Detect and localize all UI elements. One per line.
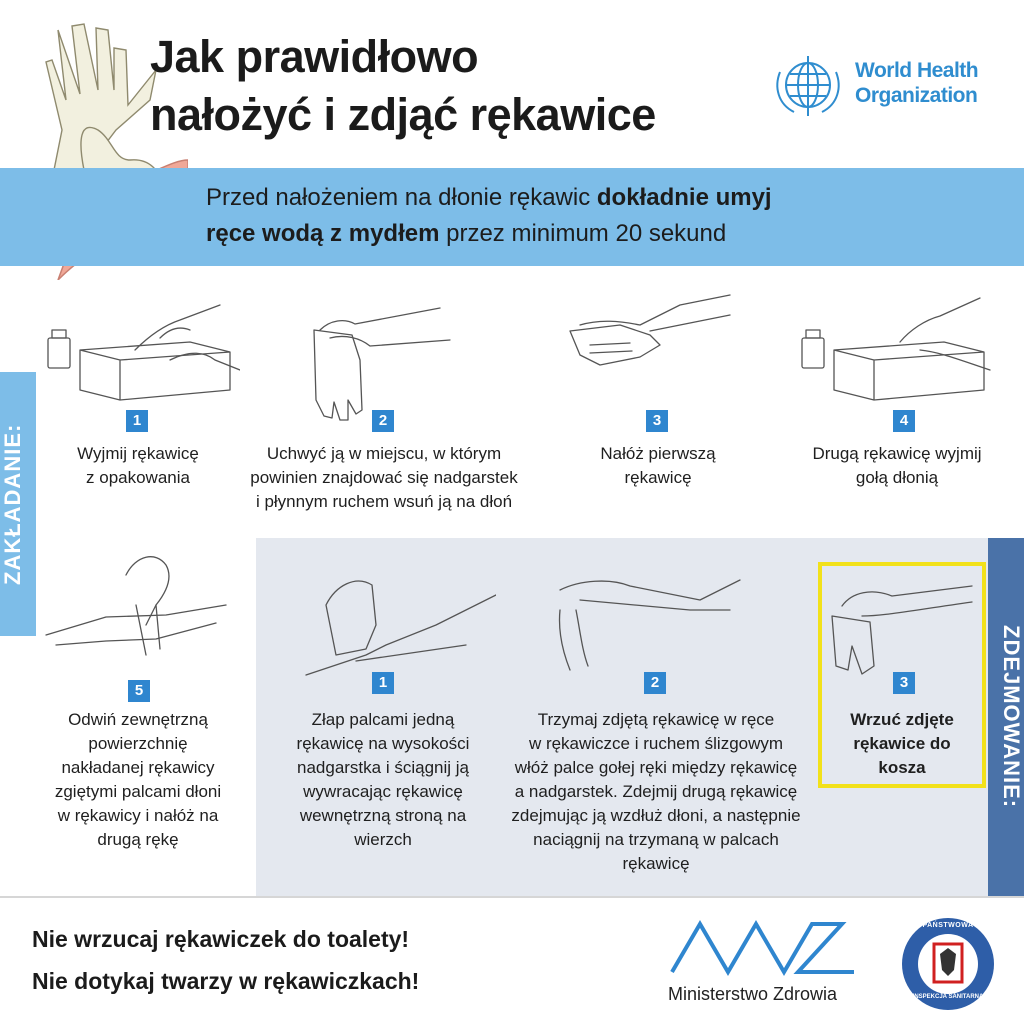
step3-illustration bbox=[560, 285, 740, 395]
step1-illustration bbox=[40, 290, 240, 410]
warning-toilet: Nie wrzucaj rękawiczek do toalety! bbox=[32, 926, 410, 952]
sanepid-top-text: PAŃSTWOWA bbox=[922, 922, 974, 929]
step5-badge: 5 bbox=[128, 680, 150, 702]
who-logo-text: World Health Organization bbox=[855, 59, 979, 107]
step1-text: Wyjmij rękawicę z opakowania bbox=[77, 444, 199, 487]
sanepid-bottom-text: INSPEKCJA SANITARNA bbox=[912, 994, 984, 1000]
remove3-illustration bbox=[822, 566, 982, 676]
remove3-badge: 3 bbox=[893, 672, 915, 694]
remove2-badge: 2 bbox=[644, 672, 666, 694]
step4-text: Drugą rękawicę wyjmij gołą dłonią bbox=[812, 444, 982, 487]
who-emblem-icon bbox=[770, 52, 846, 118]
putting-on-label: ZAKŁADANIE: bbox=[0, 423, 25, 585]
warning-face: Nie dotykaj twarzy w rękawiczkach! bbox=[32, 968, 420, 994]
step1-badge: 1 bbox=[126, 410, 148, 432]
footer-divider bbox=[0, 896, 1024, 898]
step5-text: Odwiń zewnętrzną powierzchnię nakładanej rękawicy zgiętymi palcami dłoni w rękawicy i nałóż na drugą rękę bbox=[54, 710, 222, 849]
step4-badge: 4 bbox=[893, 410, 915, 432]
step5-illustration bbox=[36, 545, 236, 675]
remove3-text: Wrzuć zdjęte rękawice do kosza bbox=[850, 710, 954, 777]
page-title: Jak prawidłowo nałożyć i zdjąć rękawice bbox=[150, 31, 656, 140]
step2-text: Uchwyć ją w miejscu, w którym powinien znajdować się nadgarstek i płynnym ruchem wsuń ją na dłoń bbox=[250, 444, 518, 511]
remove1-badge: 1 bbox=[372, 672, 394, 694]
remove1-text: Złap palcami jedną rękawicę na wysokości nadgarstka i ściągnij ją wywracając rękawicę wewnętrzną stroną na wierzch bbox=[296, 710, 470, 849]
ministry-name: Ministerstwo Zdrowia bbox=[668, 984, 838, 1004]
step3-badge: 3 bbox=[646, 410, 668, 432]
step2-badge: 2 bbox=[372, 410, 394, 432]
remove1-illustration bbox=[296, 565, 496, 685]
remove2-text: Trzymaj zdjętą rękawicę w ręce w rękawiczce i ruchem ślizgowym włóż palce gołej ręki między rękawicę a nadgarstek. Zdejmij drugą rękawicę zdejmując ją wzdłuż dłoni, a następnie naciągnij na trzymaną w palcach rękawicę bbox=[511, 710, 801, 873]
banner-text: Przed nałożeniem na dłonie rękawic dokładnie umyj ręce wodą z mydłem przez minimum 20 sekund bbox=[206, 184, 772, 247]
remove2-illustration bbox=[540, 570, 750, 680]
removing-label: ZDEJMOWANIE: bbox=[999, 625, 1024, 809]
step3-text: Nałóż pierwszą rękawicę bbox=[600, 444, 716, 487]
step4-illustration bbox=[800, 280, 1000, 410]
ministry-logo-icon bbox=[668, 914, 860, 980]
step2-illustration bbox=[300, 290, 480, 430]
